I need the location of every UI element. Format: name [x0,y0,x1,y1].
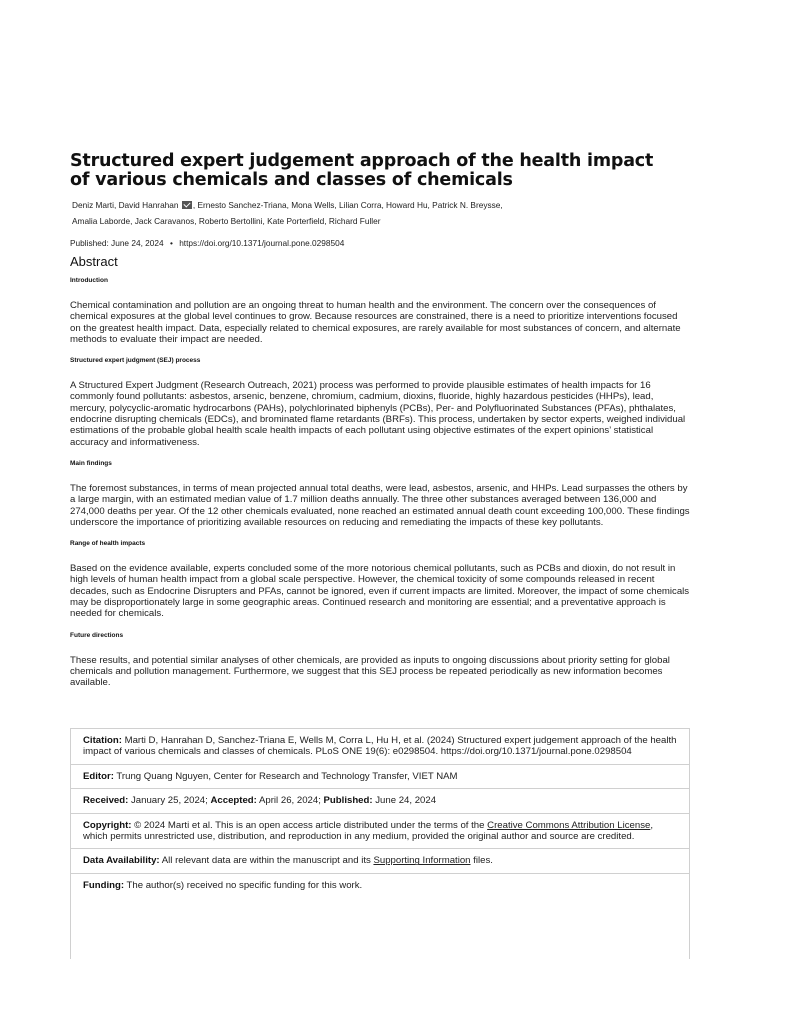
editor-text: Trung Quang Nguyen, Center for Research and Technology Transfer, VIET NAM [113,770,458,782]
citation-row [71,729,689,765]
received-date: January 25, 2024; [128,795,211,807]
data-availability-label: Data Availability: [83,855,160,867]
funding-text: The author(s) received no specific funding for this work. [124,879,363,891]
published-label: Published: [323,795,373,807]
title-line-1: Structured expert judgement approach of the health impact [70,151,654,171]
data-availability-row [71,849,689,873]
data-availability-text-end: files. [470,855,493,867]
citation-text: Marti D, Hanrahan D, Sanchez-Triana E, Wells M, Corra L, Hu H, et al. (2024) Structured expert judgement approach of the health impact of various chemicals and classes of chemicals. PLoS ONE 19(6): e0298504. https://doi.org/10.1371/journal.pone.0298504 [83,735,677,758]
funding-label: Funding: [83,879,125,891]
copyright-text: © 2024 Marti et al. This is an open access article distributed under the terms of the [131,819,488,831]
funding-row [71,874,689,897]
publication-info [70,238,690,248]
section-heading: Range of health impacts [70,540,146,548]
editor-row [71,765,689,789]
copyright-label: Copyright: [83,819,132,831]
section-heading: Introduction [70,277,108,284]
section-text: Based on the evidence available, experts concluded some of the more notorious chemical pollutants, such as PCBs and dioxin, do not result in high levels of human health impact from a global scale perspective. However, the chemical toxicity of some compounds released in recent decades, such as Endocrine Disrupters and PFAs, cannot be ignored, even if current impacts are limited. Moreover, the impact of some chemicals may be disproportionately large in some geographic areas. Continued research and monitoring are essential; and a preventative approach is needed for chemicals. [70,563,690,620]
published-date-info: June 24, 2024 [372,795,437,807]
abstract-section-sej-process [70,357,690,448]
email-icon[interactable] [182,201,192,209]
abstract-section-introduction [70,277,690,345]
supporting-information-link[interactable]: Supporting Information [373,855,471,867]
section-text: Chemical contamination and pollution are an ongoing threat to human health and the environment. The concern over the consequences of chemical exposures at the global level continues to grow. Because resources are constrained, there is a need to prioritize interventions focused on the greatest health impact. Data, especially related to chemical exposures, are rarely available for most substances of concern, and alternate methods to evaluate their impact are needed. [70,300,681,345]
section-heading: Structured expert judgment (SEJ) process [70,357,201,365]
abstract-section-main-findings [70,460,690,528]
editor-label: Editor: [83,770,114,782]
copyright-row [71,814,689,850]
accepted-date: April 26, 2024; [256,795,324,807]
authors-part-3: Amalia Laborde, Jack Caravanos, Roberto Bertollini, Kate Porterfield, Richard Fuller [72,216,381,226]
article-info-box [70,728,690,959]
title-line-2: of various chemicals and classes of chemicals [70,170,513,190]
author-list [70,197,690,229]
authors-part-1: Deniz Marti, David Hanrahan [72,200,179,210]
article-title [70,152,690,190]
section-text: The foremost substances, in terms of mean projected annual total deaths, were lead, asbestos, arsenic, and HHPs. Lead surpasses the others by a large margin, with an estimated median value of 1.7 million deaths annually. The three other substances averaged between 136,000 and 274,000 deaths per year. Of the 12 other chemicals evaluated, none reached an estimated annual death count exceeding 100,000. These findings underscore the importance of prioritizing available resources on reducing and remediating the impacts of these key pollutants. [70,482,690,528]
abstract-section-future [70,632,690,689]
section-text: These results, and potential similar analyses of other chemicals, are provided as inputs to ongoing discussions about priority setting for global chemicals and pollution management. Furthermore, we suggest that this SEJ process be repeated periodically as new information becomes available. [70,654,670,689]
received-label: Received: [83,795,129,807]
authors-part-2: , Ernesto Sanchez-Triana, Mona Wells, Lilian Corra, Howard Hu, Patrick N. Breysse, [192,200,503,210]
citation-label: Citation: [83,735,122,746]
article-page [70,152,690,701]
accepted-label: Accepted: [210,795,257,807]
doi-link[interactable]: https://doi.org/10.1371/journal.pone.0298504 [179,238,345,248]
data-availability-text: All relevant data are within the manuscript and its [159,855,374,867]
license-link[interactable]: Creative Commons Attribution License [487,819,651,831]
abstract-section-range [70,540,690,619]
separator-dot: • [169,238,173,248]
section-text: A Structured Expert Judgment (Research Outreach, 2021) process was performed to provide plausible estimates of health impacts for 16 commonly found pollutants: asbestos, arsenic, benzene, chromium, cadmium, dioxins, fluoride, highly hazardous pesticides (HHPs), lead, mercury, polycyclic-aromatic hydrocarbons (PAHs), polychlorinated biphenyls (PCBs), Per- and Polyfluorinated Substances (PFAs), phthalates, endocrine disrupting chemicals (EDCs), and brominated flame retardants (BRFs). This process, undertaken by sector experts, weighed individual estimations of the probable global health scale health impacts of each pollutant using objective estimates of the expert opinions’ statistical accuracy and informativeness. [70,380,686,448]
abstract-heading: Abstract [70,254,118,269]
published-date: Published: June 24, 2024 [70,238,164,248]
dates-row [71,789,689,813]
section-heading: Future directions [70,631,124,639]
section-heading: Main findings [70,459,112,467]
copyright-text-end: , which permits unrestricted use, distribution, and reproduction in any medium, provided the original author and source are credited. [83,819,653,843]
